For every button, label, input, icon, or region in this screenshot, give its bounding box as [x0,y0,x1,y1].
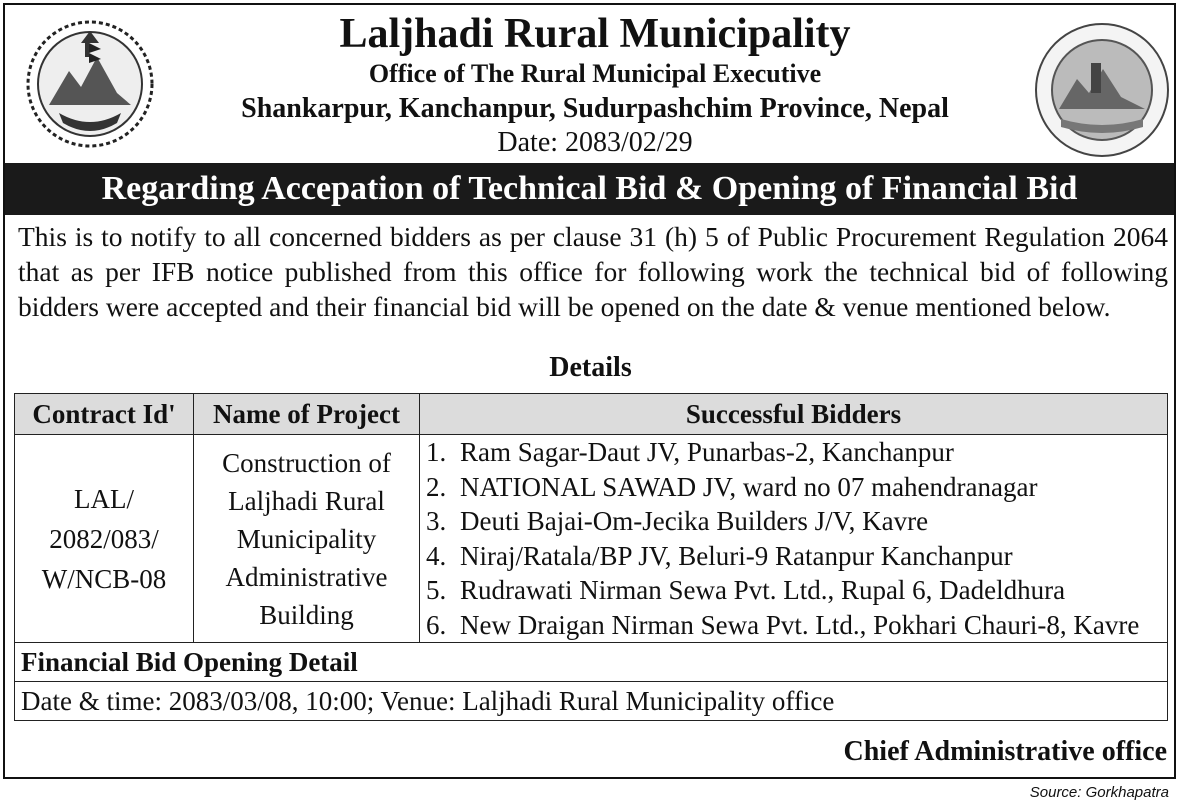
project-line: Administrative [225,561,388,592]
municipality-title: Laljhadi Rural Municipality [339,11,851,57]
list-item [426,470,1167,505]
financial-bid-title: Financial Bid Opening Detail [15,643,1168,682]
nepal-emblem-icon [19,13,161,155]
intro-paragraph: This is to notify to all concerned bidders as per clause 31 (h) 5 of Public Procurement Regulation 2064 that as per IFB notice published from this office for following work the technical bid of following bidders were accepted and their financial bid will be opened on the date & venue mentioned below. [18,221,1168,322]
list-item [426,573,1167,608]
bidder-name: NATIONAL SAWAD JV, ward no 07 mahendranagar [460,471,1038,502]
notice-date: Date: 2083/02/29 [497,127,693,158]
source-credit: Source: Gorkhapatra [1029,784,1169,801]
project-line: Construction of [222,447,391,478]
bidder-number: 4. [426,540,447,571]
project-line: Municipality [236,523,377,554]
bidder-name: Deuti Bajai-Om-Jecika Builders J/V, Kavre [460,506,929,536]
header-project-name: Name of Project [194,394,420,435]
header-contract-id: Contract Id' [15,394,194,435]
bidder-number: 5. [426,575,447,605]
list-item [426,504,1167,539]
bidder-number: 6. [426,609,447,640]
project-line: Laljhadi Rural [228,485,385,516]
contract-id-line: LAL/ [74,483,134,514]
contract-id-line: W/NCB-08 [41,563,167,594]
address-line: Shankarpur, Kanchanpur, Sudurpashchim Province, Nepal [241,93,949,124]
details-table [14,393,1168,721]
notice-header [5,5,1174,163]
financial-title-row [15,643,1168,682]
bidder-name: New Draigan Nirman Sewa Pvt. Ltd., Pokhari Chauri-8, Kavre [460,609,1140,640]
list-item [426,608,1167,643]
list-item [426,539,1167,574]
financial-bid-detail: Date & time: 2083/03/08, 10:00; Venue: Laljhadi Rural Municipality office [15,682,1168,721]
signature-line: Chief Administrative office [843,736,1167,767]
project-name-cell [194,435,420,643]
contract-id-line: 2082/083/ [49,523,159,554]
notice-banner: Regarding Accepation of Technical Bid & Opening of Financial Bid [5,163,1174,215]
bidder-number: 2. [426,471,447,502]
list-item [426,435,1167,470]
municipality-seal-icon [1031,19,1173,161]
header-successful-bidders: Successful Bidders [420,394,1168,435]
project-line: Building [259,599,354,630]
bidder-number: 3. [426,506,447,536]
bidders-cell [420,435,1168,643]
bidder-number: 1. [426,437,447,467]
financial-detail-row [15,682,1168,721]
bidder-name: Rudrawati Nirman Sewa Pvt. Ltd., Rupal 6, Dadeldhura [460,575,1066,605]
details-heading: Details [549,352,632,383]
bidder-name: Ram Sagar-Daut JV, Punarbas-2, Kanchanpur [460,437,954,467]
office-subtitle: Office of The Rural Municipal Executive [368,59,822,88]
table-header-row [15,394,1168,435]
table-row [15,435,1168,643]
contract-id-cell [15,435,194,643]
bidder-name: Niraj/Ratala/BP JV, Beluri-9 Ratanpur Kanchanpur [460,540,1013,571]
